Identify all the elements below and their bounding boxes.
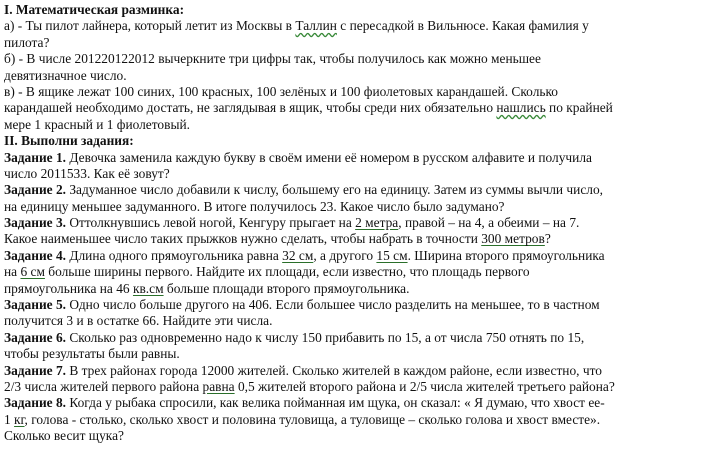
task-8-label: Задание 8. [4, 395, 66, 411]
task-3-underlined-target: 300 метров [481, 231, 545, 247]
task-7-label: Задание 7. [4, 362, 66, 378]
task-3-underlined-measure: 2 метра [355, 215, 399, 231]
spell-flagged-word-nashlis: нашлись [496, 100, 546, 116]
task-4-label: Задание 4. [4, 247, 66, 263]
task-5-label: Задание 5. [4, 297, 66, 313]
task-2-line-1: Задание 2. Задуманное число добавили к числу, большему его на единицу. Затем из суммы вычли число, [4, 182, 603, 198]
warmup-question-c-line-1: в) - В ящике лежат 100 синих, 100 красных, 100 зелёных и 100 фиолетовых карандашей. Сколько [4, 83, 559, 99]
warmup-question-c-line-3: мере 1 красный и 1 фиолетовый. [4, 116, 190, 132]
task-6-line-2: чтобы результаты были равны. [4, 346, 180, 362]
task-4-line-2: на 6 см больше ширины первого. Найдите их площади, если известно, что площадь первого [4, 264, 530, 280]
warmup-question-b-line-2: девятизначное число. [4, 67, 127, 83]
warmup-question-a-line-1: а) - Ты пилот лайнера, который летит из Москвы в Таллин с пересадкой в Вильнюсе. Какая фамилия у [4, 18, 589, 34]
task-7-line-2: 2/3 числа жителей первого района равна 0,5 жителей второго района и 2/5 числа жителей третьего района? [4, 378, 615, 394]
task-8-line-1: Задание 8. Когда у рыбака спросили, как велика пойманная им щука, он сказал: « Я думаю, что хвост ее- [4, 395, 605, 411]
task-7-line-1: Задание 7. В трех районах города 12000 жителей. Сколько жителей в каждом районе, если известно, что [4, 362, 602, 378]
task-1-line-2: число 2011533. Как её зовут? [4, 165, 170, 181]
task-2-line-2: на единицу меньшее задуманного. В итоге получилось 23. Какое число было задумано? [4, 198, 505, 214]
section-1-title: I. Математическая разминка: [4, 2, 185, 17]
task-8-line-2: 1 кг, голова - столько, сколько хвост и половина туловища, а туловище – сколько голова и хвост вместе». [4, 411, 601, 427]
task-4-line-1: Задание 4. Длина одного прямоугольника равна 32 см, а другого 15 см. Ширина второго прямоугольника [4, 247, 605, 263]
warmup-question-b-line-1: б) - В числе 201220122012 вычеркните три цифры так, чтобы получилось как можно меньшее [4, 51, 541, 67]
task-8-underlined-unit: кг [14, 411, 25, 427]
task-3-line-1: Задание 3. Оттолкнувшись левой ногой, Кенгуру прыгает на 2 метра, правой – на 4, а обеими – на 7. [4, 215, 580, 231]
warmup-question-a-line-2: пилота? [4, 34, 50, 50]
task-6-label: Задание 6. [4, 329, 66, 345]
task-4-underlined-area-unit: кв.см [132, 280, 164, 296]
spell-flagged-word-tallin: Таллин [295, 18, 337, 34]
task-3-label: Задание 3. [4, 215, 66, 231]
task-4-line-3: прямоугольника на 46 кв.см больше площади второго прямоугольника. [4, 280, 410, 296]
task-4-underlined-width: 6 см [20, 264, 45, 280]
task-2-label: Задание 2. [4, 182, 66, 198]
task-8-line-3: Сколько весит щука? [4, 428, 124, 444]
task-3-line-2: Какое наименьшее число таких прыжков нужно сделать, чтобы набрать в точности 300 метров? [4, 231, 551, 247]
task-4-underlined-length-1: 32 см [282, 247, 314, 263]
task-6-line-1: Задание 6. Сколько раз одновременно надо к числу 150 прибавить по 15, а от числа 750 отнять по 15, [4, 329, 585, 345]
task-5-line-2: получится 3 и в остатке 66. Найдите эти числа. [4, 313, 273, 329]
task-7-underlined-word: равна [202, 378, 235, 394]
task-1-label: Задание 1. [4, 149, 66, 165]
task-1-line-1: Задание 1. Девочка заменила каждую букву в своём имени её номером в русском алфавите и получила [4, 149, 592, 165]
warmup-question-c-line-2: карандашей необходимо достать, не заглядывая в ящик, чтобы среди них обязательно нашлись по крайней [4, 100, 613, 116]
section-2-title: II. Выполни задания: [4, 133, 134, 149]
task-4-underlined-length-2: 15 см [376, 247, 408, 263]
task-5-line-1: Задание 5. Одно число больше другого на 406. Если большее число разделить на меньшее, то в частном [4, 297, 600, 313]
